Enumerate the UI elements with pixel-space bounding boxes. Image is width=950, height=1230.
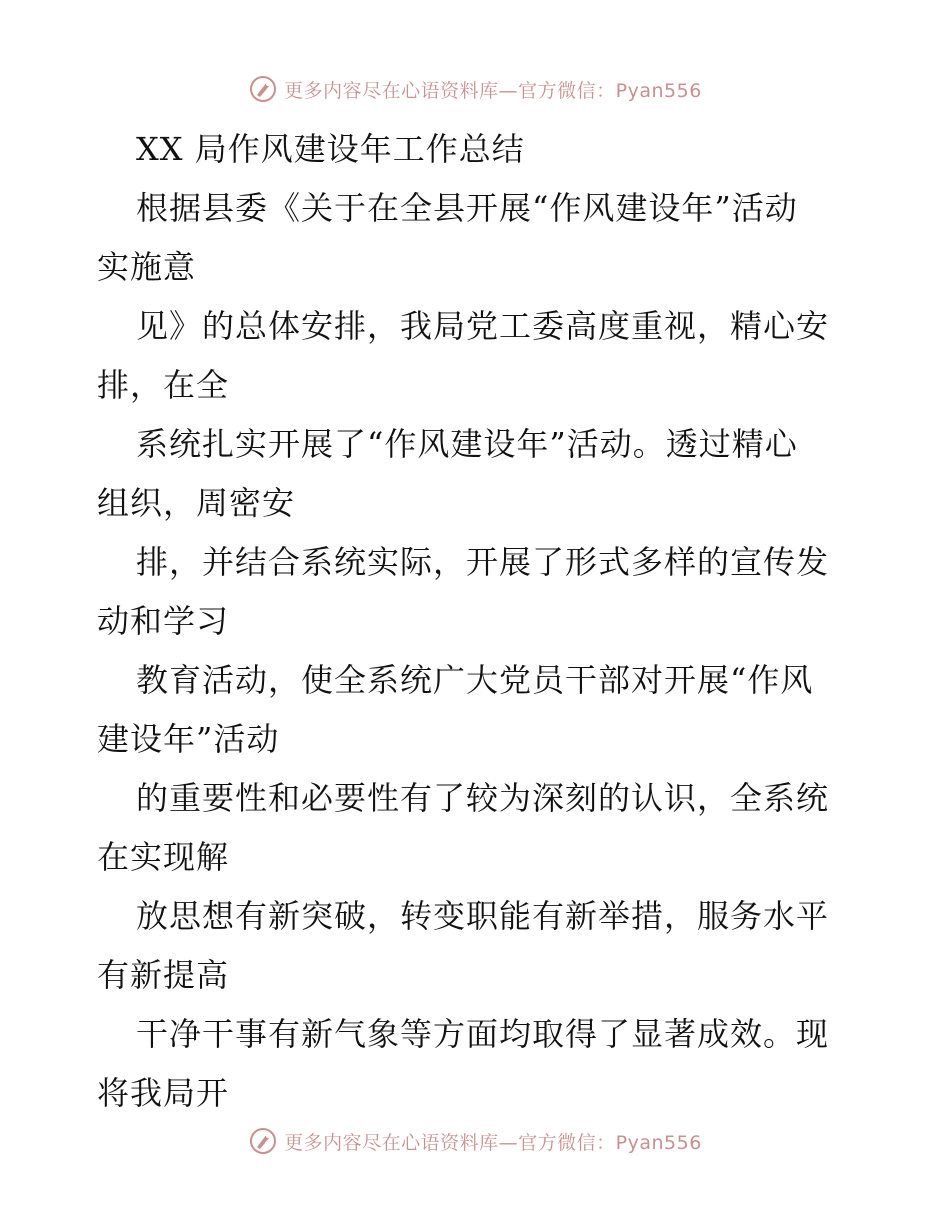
text-line: 见》的总体安排，我局党工委高度重视，精心安 <box>136 307 830 345</box>
text-line: 教育活动，使全系统广大党员干部对开展“作风 <box>136 661 814 699</box>
pen-nib-logo-icon <box>248 1126 278 1156</box>
watermark-text: 更多内容尽在心语资料库—官方微信：Pyan556 <box>284 1131 702 1154</box>
text-line: 将我局开 <box>97 1074 230 1112</box>
text-line: 干净干事有新气象等方面均取得了显著成效。现 <box>136 1015 830 1053</box>
text-line: 实施意 <box>97 248 197 286</box>
text-line: 动和学习 <box>97 602 230 640</box>
text-line: 在实现解 <box>97 838 230 876</box>
text-line: 的重要性和必要性有了较为深刻的认识，全系统 <box>136 779 830 817</box>
document-body <box>97 120 857 1123</box>
pen-nib-logo-icon <box>248 74 278 104</box>
text-line: 建设年”活动 <box>97 720 280 758</box>
text-line: 组织，周密安 <box>97 484 296 522</box>
text-line: 根据县委《关于在全县开展“作风建设年”活动 <box>136 189 798 227</box>
text-line: 排，在全 <box>97 366 230 404</box>
document-title: XX 局作风建设年工作总结 <box>136 130 525 168</box>
footer-watermark <box>0 1126 950 1156</box>
watermark-text: 更多内容尽在心语资料库—官方微信：Pyan556 <box>284 79 702 102</box>
text-line: 系统扎实开展了“作风建设年”活动。透过精心 <box>136 425 798 463</box>
text-line: 有新提高 <box>97 956 230 994</box>
header-watermark <box>0 74 950 104</box>
text-line: 排，并结合系统实际，开展了形式多样的宣传发 <box>136 543 830 581</box>
text-line: 放思想有新突破，转变职能有新举措，服务水平 <box>136 897 830 935</box>
